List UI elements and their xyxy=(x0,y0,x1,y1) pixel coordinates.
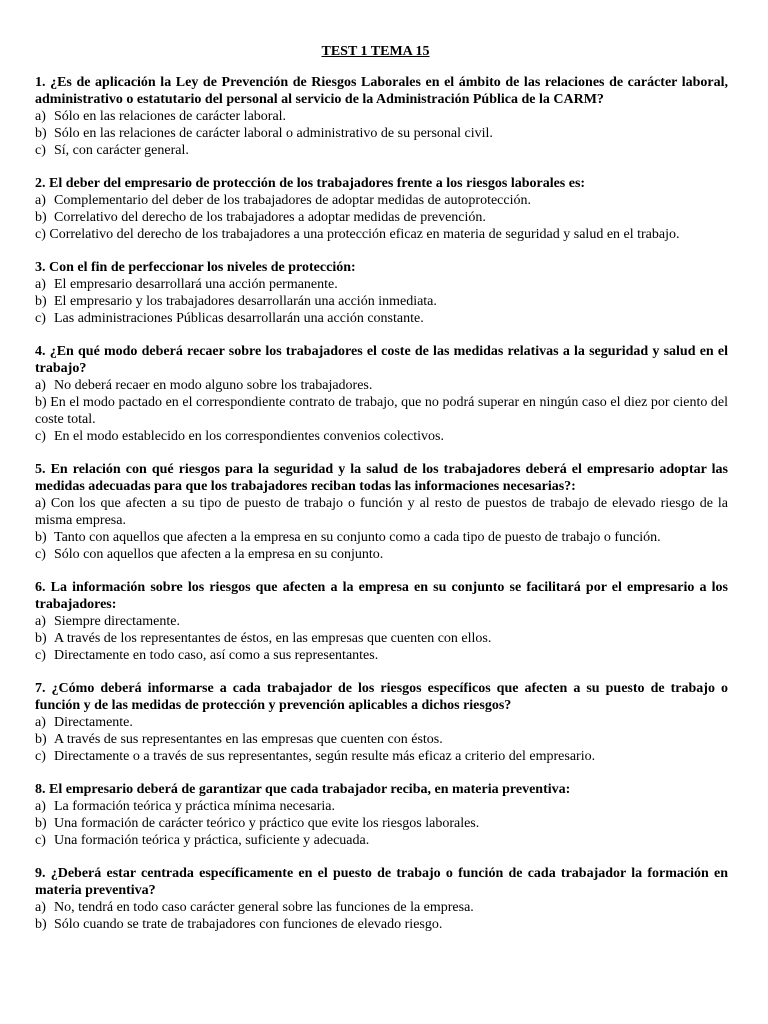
option-letter: a) xyxy=(35,277,46,292)
answer-option xyxy=(35,209,728,226)
document-title: TEST 1 TEMA 15 xyxy=(321,44,430,59)
option-text: El empresario desarrollará una acción permanente. xyxy=(54,277,338,292)
option-text: El empresario y los trabajadores desarrollarán una acción inmediata. xyxy=(54,294,437,309)
option-text: Correlativo del derecho de los trabajadores a adoptar medidas de prevención. xyxy=(54,210,486,225)
option-text: Sólo en las relaciones de carácter laboral o administrativo de su personal civil. xyxy=(54,126,493,141)
question-item xyxy=(35,259,728,327)
answer-option xyxy=(35,815,728,832)
answer-option xyxy=(35,630,728,647)
question-text: 3. Con el fin de perfeccionar los niveles de protección: xyxy=(35,260,356,275)
question-item xyxy=(35,461,728,563)
option-letter: c) xyxy=(35,227,46,242)
option-text: Directamente. xyxy=(54,715,133,730)
option-text: A través de sus representantes en las empresas que cuenten con éstos. xyxy=(54,732,443,747)
answer-option xyxy=(35,192,728,209)
answer-options xyxy=(35,377,728,445)
question-item xyxy=(35,865,728,933)
option-letter: a) xyxy=(35,715,46,730)
option-letter: a) xyxy=(35,193,46,208)
question-text: 6. La información sobre los riesgos que afecten a la empresa en su conjunto se facilitará por el empresario a los trabajadores: xyxy=(35,580,728,612)
option-text: Una formación teórica y práctica, suficiente y adecuada. xyxy=(54,833,370,848)
question-text: 5. En relación con qué riesgos para la seguridad y la salud de los trabajadores deberá el empresario adoptar las medidas adecuadas para que los trabajadores reciban todas las informaciones necesarias?: xyxy=(35,462,728,494)
option-text: En el modo pactado en el correspondiente contrato de trabajo, que no podrá superar en ningún caso el diez por ciento del coste total. xyxy=(35,395,729,427)
option-text: Siempre directamente. xyxy=(54,614,180,629)
question-item xyxy=(35,781,728,849)
answer-option xyxy=(35,714,728,731)
option-letter: b) xyxy=(35,917,47,932)
answer-options xyxy=(35,613,728,664)
option-text: Las administraciones Públicas desarrollarán una acción constante. xyxy=(54,311,424,326)
option-letter: b) xyxy=(35,294,47,309)
answer-option xyxy=(35,832,728,849)
answer-option xyxy=(35,916,728,933)
answer-option xyxy=(35,142,728,159)
option-text: Directamente en todo caso, así como a sus representantes. xyxy=(54,648,379,663)
option-letter: b) xyxy=(35,631,47,646)
option-letter: b) xyxy=(35,530,47,545)
option-letter: b) xyxy=(35,395,47,410)
answer-options xyxy=(35,108,728,159)
option-text: Con los que afecten a su tipo de puesto de trabajo o función y al resto de puestos de trabajo de elevado riesgo de la misma empresa. xyxy=(35,496,729,528)
option-letter: a) xyxy=(35,614,46,629)
answer-option xyxy=(35,731,728,748)
option-text: Sólo en las relaciones de carácter laboral. xyxy=(54,109,287,124)
option-text: No deberá recaer en modo alguno sobre los trabajadores. xyxy=(54,378,373,393)
option-letter: b) xyxy=(35,732,47,747)
option-text: En el modo establecido en los correspondientes convenios colectivos. xyxy=(54,429,444,444)
answer-option xyxy=(35,428,728,445)
option-letter: c) xyxy=(35,311,46,326)
answer-options xyxy=(35,192,728,243)
option-text: No, tendrá en todo caso carácter general sobre las funciones de la empresa. xyxy=(54,900,474,915)
option-letter: b) xyxy=(35,816,47,831)
answer-options xyxy=(35,276,728,327)
question-text: 8. El empresario deberá de garantizar que cada trabajador reciba, en materia preventiva: xyxy=(35,782,571,797)
option-letter: a) xyxy=(35,799,46,814)
option-letter: c) xyxy=(35,429,46,444)
option-letter: b) xyxy=(35,210,47,225)
option-text: La formación teórica y práctica mínima necesaria. xyxy=(54,799,336,814)
answer-options xyxy=(35,798,728,849)
option-letter: a) xyxy=(35,496,46,511)
answer-options xyxy=(35,495,728,563)
question-list xyxy=(35,74,728,933)
answer-option xyxy=(35,798,728,815)
option-letter: c) xyxy=(35,833,46,848)
option-text: Complementario del deber de los trabajadores de adoptar medidas de autoprotección. xyxy=(54,193,531,208)
question-text: 9. ¿Deberá estar centrada específicamente en el puesto de trabajo o función de cada trabajador la formación en materia preventiva? xyxy=(35,866,728,898)
option-text: Directamente o a través de sus representantes, según resulte más eficaz a criterio del empresario. xyxy=(54,749,596,764)
option-text: Sólo cuando se trate de trabajadores con funciones de elevado riesgo. xyxy=(54,917,443,932)
question-text: 4. ¿En qué modo deberá recaer sobre los trabajadores el coste de las medidas relativas a la seguridad y salud en el trabajo? xyxy=(35,344,728,376)
question-text: 2. El deber del empresario de protección de los trabajadores frente a los riesgos laborales es: xyxy=(35,176,586,191)
question-text: 1. ¿Es de aplicación la Ley de Prevención de Riesgos Laborales en el ámbito de las relaciones de carácter laboral, administrativo o estatutario del personal al servicio de la Administración Pública de la CARM? xyxy=(35,75,728,107)
answer-option xyxy=(35,276,728,293)
option-letter: a) xyxy=(35,900,46,915)
option-text: Sólo con aquellos que afecten a la empresa en su conjunto. xyxy=(54,547,384,562)
option-letter: c) xyxy=(35,648,46,663)
question-item xyxy=(35,680,728,765)
option-letter: a) xyxy=(35,378,46,393)
answer-option xyxy=(35,377,728,394)
option-text: Sí, con carácter general. xyxy=(54,143,189,158)
option-text: Una formación de carácter teórico y práctico que evite los riesgos laborales. xyxy=(54,816,480,831)
answer-option xyxy=(35,647,728,664)
option-letter: c) xyxy=(35,547,46,562)
question-item xyxy=(35,343,728,445)
answer-option xyxy=(35,495,728,529)
answer-option xyxy=(35,310,728,327)
option-letter: b) xyxy=(35,126,47,141)
answer-option xyxy=(35,899,728,916)
answer-option xyxy=(35,529,728,546)
answer-option xyxy=(35,613,728,630)
option-letter: a) xyxy=(35,109,46,124)
answer-options xyxy=(35,714,728,765)
question-item xyxy=(35,175,728,243)
option-letter: c) xyxy=(35,749,46,764)
answer-option xyxy=(35,546,728,563)
answer-option xyxy=(35,226,728,243)
option-letter: c) xyxy=(35,143,46,158)
option-text: A través de los representantes de éstos, en las empresas que cuenten con ellos. xyxy=(54,631,492,646)
answer-options xyxy=(35,899,728,933)
answer-option xyxy=(35,108,728,125)
question-item xyxy=(35,579,728,664)
option-text: Tanto con aquellos que afecten a la empresa en su conjunto como a cada tipo de puesto de trabajo o función. xyxy=(54,530,661,545)
answer-option xyxy=(35,125,728,142)
answer-option xyxy=(35,293,728,310)
question-text: 7. ¿Cómo deberá informarse a cada trabajador de los riesgos específicos que afecten a su puesto de trabajo o función y de las medidas de protección y prevención aplicables a dichos riesgos? xyxy=(35,681,728,713)
option-text: Correlativo del derecho de los trabajadores a una protección eficaz en materia de seguridad y salud en el trabajo. xyxy=(49,227,680,242)
answer-option xyxy=(35,394,728,428)
answer-option xyxy=(35,748,728,765)
question-item xyxy=(35,74,728,159)
